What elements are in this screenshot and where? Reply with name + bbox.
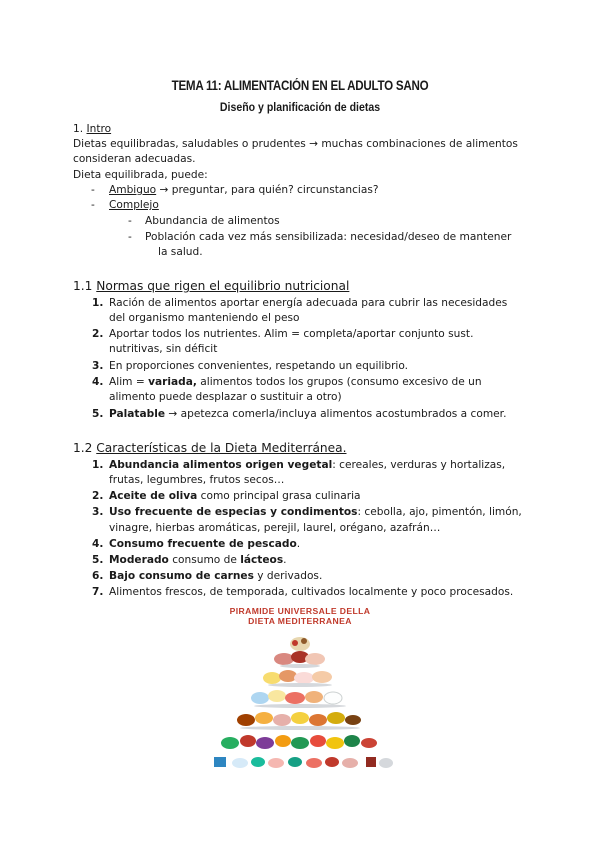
medit-item-7: Alimentos frescos, de temporada, cultivados localmente y poco procesados. [109,586,514,598]
document-title: TEMA 11: ALIMENTACIÓN EN EL ADULTO SANO [171,78,429,93]
medit-item-1-post: : cereales, verduras y hortalizas, [332,459,506,471]
medit-item-5-post2: . [283,554,287,566]
medit-item-2-post: como principal grasa culinaria [197,490,361,502]
normas-item-4-line2: alimento puede desplazar o sustituir a otro) [109,391,342,403]
intro-heading-number: 1. [73,123,84,135]
section-medit-number: 1.2 [73,441,93,455]
sub-bullet-abundancia: Abundancia de alimentos [145,215,280,227]
intro-para2: Dieta equilibrada, puede: [73,169,208,181]
medit-item-2-bold: Aceite de oliva [109,490,198,502]
document-subtitle: Diseño y planificación de dietas [219,100,381,114]
medit-item-5-bold2: lácteos [240,554,284,566]
intro-para1-line2: consideran adecuadas. [73,153,196,165]
normas-item-5-bold: Palatable [109,408,166,420]
medit-item-5-post: consumo de [168,554,241,566]
normas-item-5 [109,407,506,422]
medit-item-6-post: y derivados. [253,570,323,582]
pyramid-base-lifestyle [214,757,393,768]
pyramid-tier-meats [274,651,325,668]
section-medit-title: Características de la Dieta Mediterránea. [96,441,347,455]
medit-item-3-post: : cebolla, ajo, pimentón, limón, [357,506,522,518]
pyramid-title-line1: PIRAMIDE UNIVERSALE DELLA [229,606,371,616]
section-normas-title: Normas que rigen el equilibrio nutricional [96,279,350,293]
normas-item-4-pre: Alim = [109,376,149,388]
section-medit-heading [73,440,346,456]
intro-heading [73,122,111,137]
pyramid-tier-eggs-fish [263,670,332,687]
bullet-ambiguo-label: Ambiguo [109,184,157,196]
normas-item-2-line2: nutritivas, sin déficit [109,343,218,355]
medit-item-5-bold: Moderado [109,554,169,566]
sub-bullet-dash: - [128,215,132,227]
list-number: 1. [92,459,104,471]
medit-item-6-bold: Bajo consumo de carnes [109,570,254,582]
list-number: 4. [92,538,104,550]
medit-item-5 [109,553,287,568]
pyramid-tier-cereals [237,712,361,730]
medit-item-1-line1 [109,458,505,473]
list-number: 2. [92,490,104,502]
normas-item-1-line2: del organismo manteniendo el peso [109,312,300,324]
pyramid-title-line2: DIETA MEDITERRANEA [248,616,352,626]
normas-item-1-line1: Ración de alimentos aportar energía adecuada para cubrir las necesidades [109,297,508,309]
sub-bullet-poblacion-line1: Población cada vez más sensibilizada: necesidad/deseo de mantener [145,231,512,243]
pyramid-tier-dairy-oil [251,690,346,708]
mediterranean-pyramid-illustration [200,626,400,772]
normas-item-2-line1: Aportar todos los nutrientes. Alim = completa/aportar conjunto sust. [109,328,474,340]
pyramid-tier-fruit-veg [221,735,377,749]
medit-item-3-line1 [109,505,522,520]
medit-item-4 [109,537,300,552]
medit-item-3-line2: vinagre, hierbas aromáticas, perejil, laurel, orégano, azafrán… [109,522,441,534]
intro-heading-text: Intro [86,123,112,135]
normas-item-5-post: → apetezca comerla/incluya alimentos acostumbrados a comer. [165,408,507,420]
list-number: 1. [92,297,104,309]
sub-bullet-poblacion-line2: la salud. [158,246,203,258]
medit-item-4-bold: Consumo frecuente de pescado [109,538,297,550]
bullet-dash: - [91,184,95,196]
sub-bullet-dash: - [128,231,132,243]
normas-item-4-post: alimentos todos los grupos (consumo excesivo de un [196,376,482,388]
bullet-ambiguo [109,183,378,198]
section-normas-number: 1.1 [73,279,93,293]
medit-item-6 [109,569,322,584]
medit-item-4-post: . [296,538,301,550]
bullet-dash: - [91,199,95,211]
list-number: 3. [92,506,104,518]
medit-item-3-bold: Uso frecuente de especias y condimentos [109,506,358,518]
bullet-ambiguo-text: → preguntar, para quién? circunstancias? [156,184,379,196]
list-number: 5. [92,408,104,420]
pyramid-tier-sweets [290,637,310,651]
list-number: 4. [92,376,104,388]
list-number: 3. [92,360,104,372]
medit-item-1-line2: frutas, legumbres, frutos secos… [109,474,285,486]
intro-para1-line1: Dietas equilibradas, saludables o prudentes → muchas combinaciones de alimentos [73,138,518,150]
normas-item-3: En proporciones convenientes, respetando un equilibrio. [109,360,409,372]
list-number: 2. [92,328,104,340]
bullet-complejo: Complejo [109,199,159,211]
list-number: 6. [92,570,104,582]
list-number: 7. [92,586,104,598]
list-number: 5. [92,554,104,566]
medit-item-2 [109,489,361,504]
section-normas-heading [73,278,349,294]
normas-item-4-line1 [109,375,482,390]
normas-item-4-bold: variada, [148,376,197,388]
medit-item-1-bold: Abundancia alimentos origen vegetal [109,459,333,471]
